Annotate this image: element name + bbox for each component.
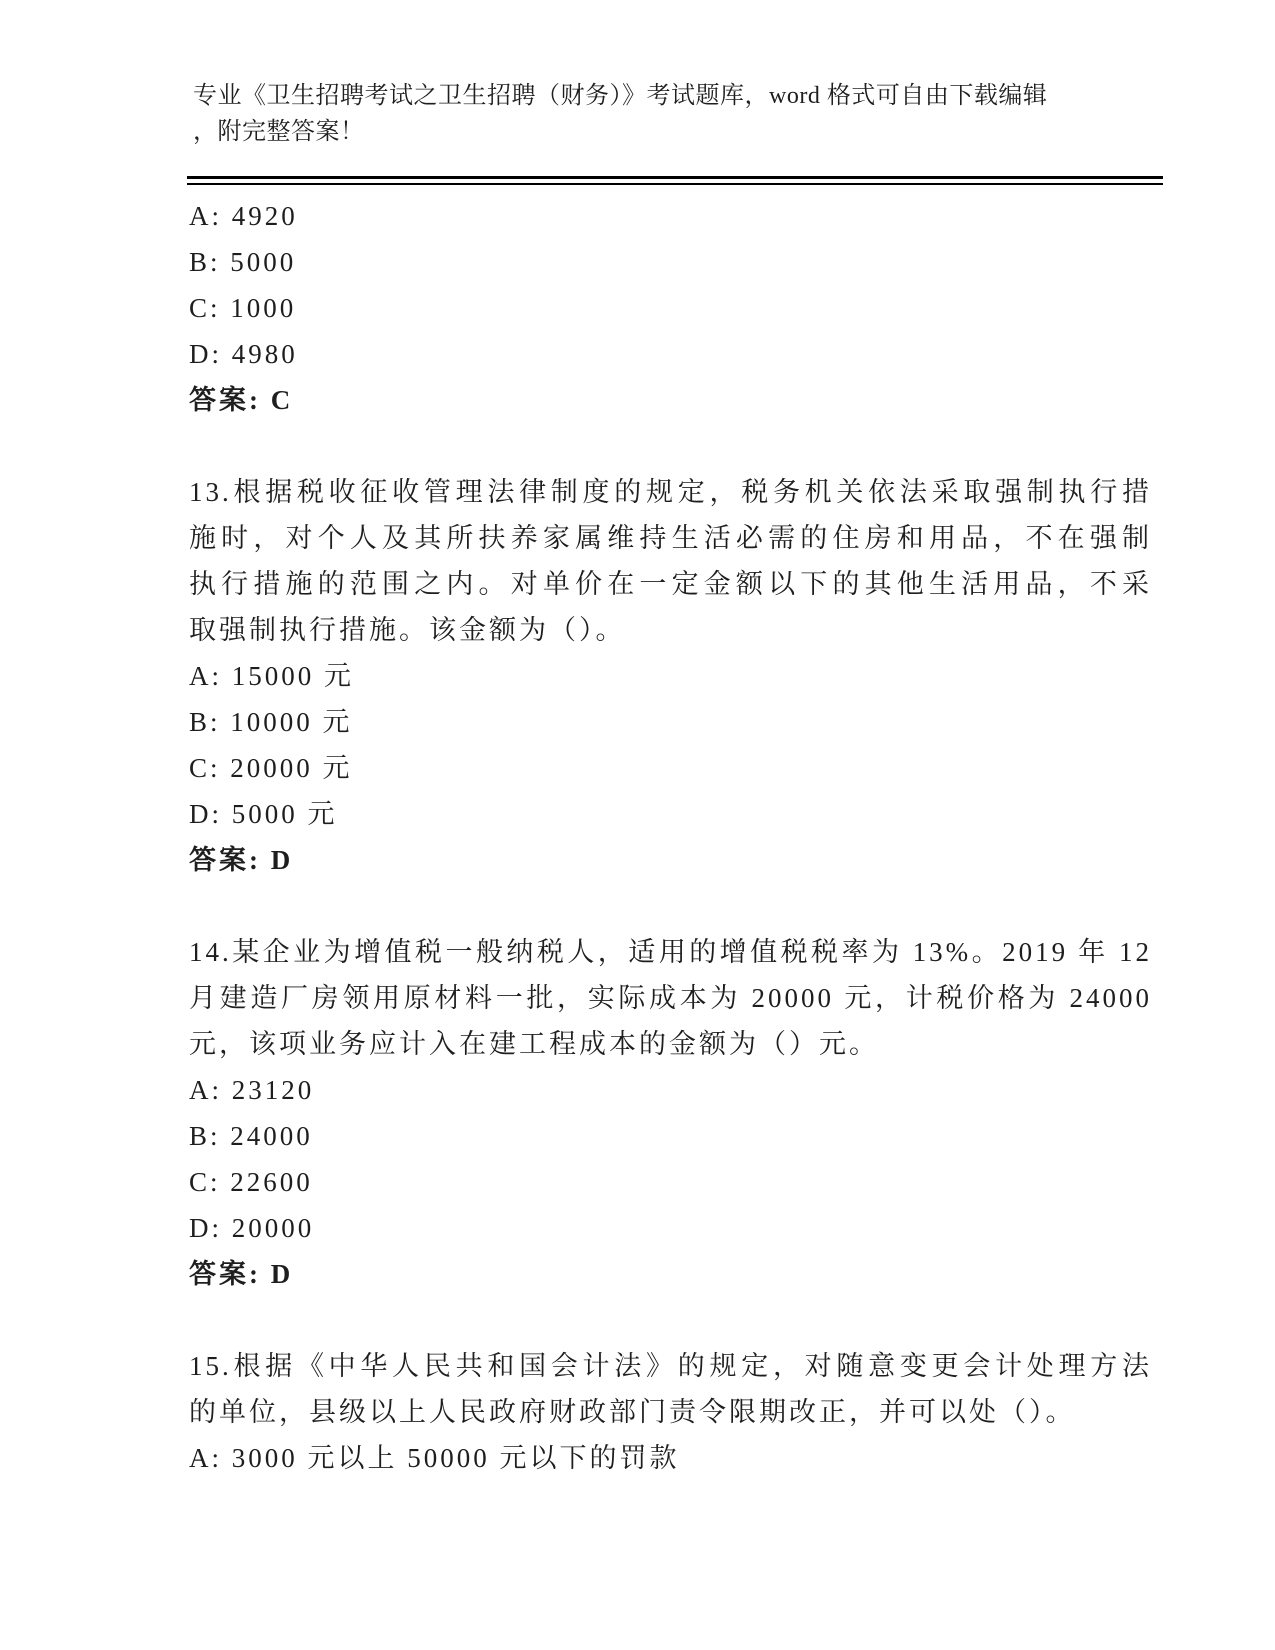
- question-block: [189, 929, 1152, 1297]
- option-line: D: 4980: [189, 339, 298, 369]
- document-header: [193, 78, 1153, 150]
- block-spacer: [189, 883, 1152, 929]
- question-line: 的单位，县级以上人民政府财政部门责令限期改正，并可以处（）。: [189, 1397, 1076, 1427]
- question-line: 执行措施的范围之内。对单价在一定金额以下的其他生活用品，不采: [189, 569, 1152, 599]
- option-line: D: 5000 元: [189, 799, 338, 829]
- question-block: [189, 193, 1152, 423]
- question-line: 15.根据《中华人民共和国会计法》的规定，对随意变更会计处理方法: [189, 1351, 1152, 1381]
- option-line: A: 15000 元: [189, 661, 354, 691]
- option-line: C: 1000: [189, 293, 297, 323]
- block-spacer: [189, 423, 1152, 469]
- option-line: D: 20000: [189, 1213, 315, 1243]
- header-divider-rule: [187, 176, 1163, 185]
- question-line: 13.根据税收征收管理法律制度的规定，税务机关依法采取强制执行措: [189, 477, 1152, 507]
- header-line-1: 专业《卫生招聘考试之卫生招聘（财务）》考试题库，word 格式可自由下载编辑: [193, 83, 1048, 109]
- option-line: B: 24000: [189, 1121, 313, 1151]
- document-body: [189, 193, 1152, 1481]
- question-block: [189, 1343, 1152, 1481]
- answer-line: 答案: D: [189, 1259, 294, 1289]
- option-line: C: 20000 元: [189, 753, 353, 783]
- option-line: A: 23120: [189, 1075, 315, 1105]
- question-line: 取强制执行措施。该金额为（）。: [189, 615, 626, 645]
- option-line: A: 3000 元以上 50000 元以下的罚款: [189, 1443, 680, 1473]
- answer-line: 答案: C: [189, 385, 294, 415]
- question-line: 14.某企业为增值税一般纳税人，适用的增值税税率为 13%。2019 年 12: [189, 937, 1152, 967]
- answer-line: 答案: D: [189, 845, 294, 875]
- header-line-2: ，附完整答案！: [193, 119, 365, 145]
- question-line: 施时，对个人及其所扶养家属维持生活必需的住房和用品，不在强制: [189, 523, 1152, 553]
- block-spacer: [189, 1297, 1152, 1343]
- question-block: [189, 469, 1152, 883]
- question-line: 月建造厂房领用原材料一批，实际成本为 20000 元，计税价格为 24000: [189, 983, 1152, 1013]
- option-line: C: 22600: [189, 1167, 313, 1197]
- option-line: A: 4920: [189, 201, 298, 231]
- option-line: B: 10000 元: [189, 707, 353, 737]
- option-line: B: 5000: [189, 247, 297, 277]
- question-line: 元，该项业务应计入在建工程成本的金额为（）元。: [189, 1029, 879, 1059]
